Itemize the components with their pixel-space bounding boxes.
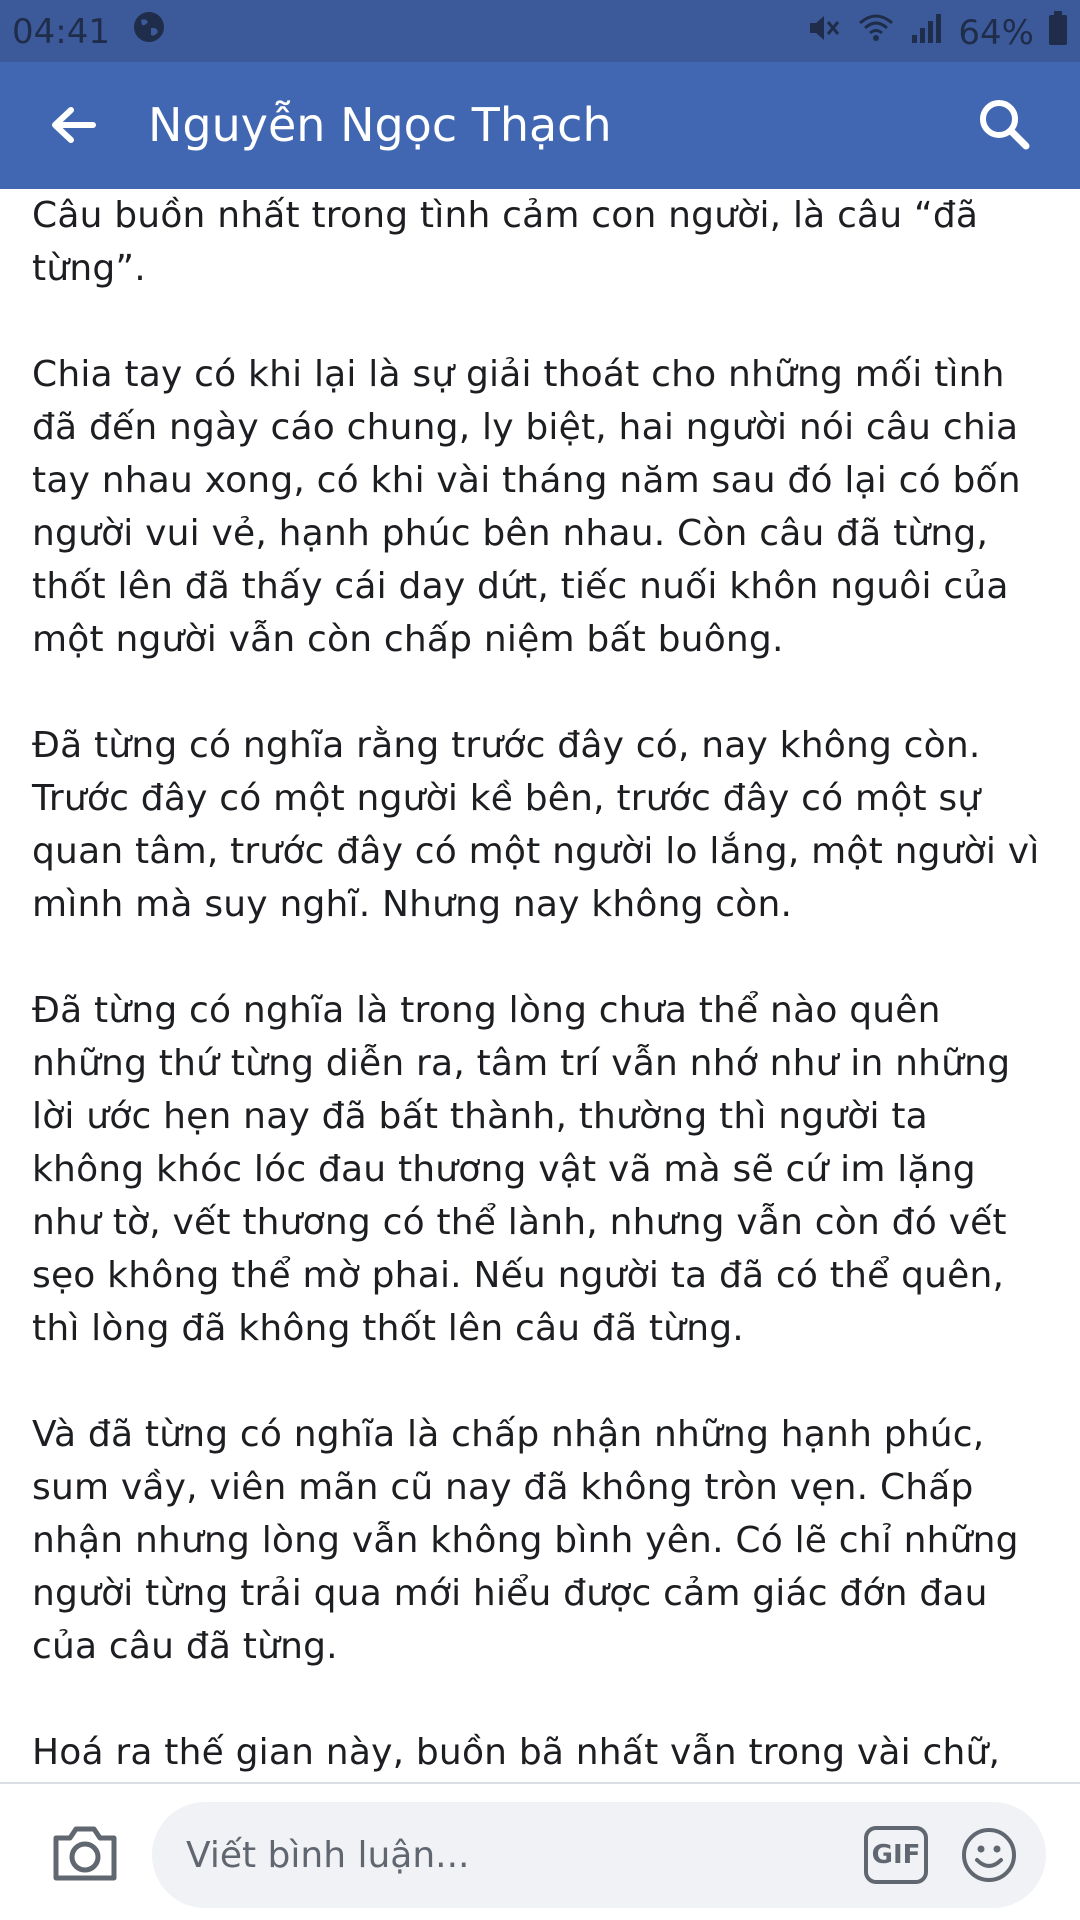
app-bar bbox=[0, 62, 1080, 189]
post-paragraph: Đã từng có nghĩa rằng trước đây có, nay không còn. Trước đây có một người kề bên, trước đây có một sự quan tâm, trước đây có một người lo lắng, một người vì mình mà suy nghĩ. Nhưng nay không còn. bbox=[32, 725, 1040, 925]
emoji-button[interactable] bbox=[960, 1826, 1018, 1884]
comment-input[interactable] bbox=[186, 1802, 846, 1908]
camera-icon bbox=[50, 1822, 120, 1884]
status-right bbox=[806, 10, 1068, 55]
battery-icon bbox=[1048, 10, 1068, 55]
arrow-left-icon bbox=[49, 105, 97, 145]
mute-icon bbox=[806, 11, 842, 54]
smiley-icon bbox=[960, 1826, 1018, 1884]
wifi-icon bbox=[856, 11, 896, 54]
back-button[interactable] bbox=[44, 96, 102, 154]
page-title: Nguyễn Ngọc Thạch bbox=[148, 98, 612, 152]
comment-box[interactable] bbox=[152, 1802, 1046, 1908]
post-paragraph: Đã từng có nghĩa là trong lòng chưa thể nào quên những thứ từng diễn ra, tâm trí vẫn nhớ như in những lời ước hẹn nay đã bất thành, thường thì người ta không khóc lóc đau thương vật vã mà sẽ cứ im lặng như tờ, vết thương có thể lành, nhưng vẫn còn đó vết sẹo không thể mờ phai. Nếu người ta đã có thể quên, thì lòng đã không thốt lên câu đã từng. bbox=[32, 990, 1011, 1349]
gif-button[interactable]: GIF bbox=[864, 1826, 928, 1884]
search-icon bbox=[976, 96, 1032, 152]
post-content bbox=[0, 189, 1080, 1782]
post-body bbox=[0, 189, 1080, 1832]
post-paragraph: Câu buồn nhất trong tình cảm con người, là câu “đã từng”. bbox=[32, 195, 979, 289]
post-paragraph: Hoá ra thế gian này, buồn bã nhất vẫn trong vài chữ, bbox=[32, 1732, 1001, 1773]
status-left bbox=[12, 10, 166, 53]
globe-icon bbox=[132, 10, 166, 53]
signal-icon bbox=[910, 11, 944, 54]
status-time: 04:41 bbox=[12, 11, 110, 52]
camera-button[interactable] bbox=[50, 1822, 120, 1884]
comment-composer bbox=[0, 1784, 1080, 1920]
status-bar bbox=[0, 0, 1080, 62]
post-paragraph: Và đã từng có nghĩa là chấp nhận những hạnh phúc, sum vầy, viên mãn cũ nay đã không tròn vẹn. Chấp nhận nhưng lòng vẫn không bình yên. Có lẽ chỉ những người từng trải qua mới hiểu được cảm giác đớn đau của câu đã từng. bbox=[32, 1414, 1019, 1667]
search-button[interactable] bbox=[972, 92, 1036, 156]
post-paragraph: Chia tay có khi lại là sự giải thoát cho những mối tình đã đến ngày cáo chung, ly biệt, hai người nói câu chia tay nhau xong, có khi vài tháng năm sau đó lại có bốn người vui vẻ, hạnh phúc bên nhau. Còn câu đã từng, thốt lên đã thấy cái day dứt, tiếc nuối khôn nguôi của một người vẫn còn chấp niệm bất buông. bbox=[32, 354, 1021, 660]
battery-percent: 64% bbox=[958, 12, 1034, 53]
